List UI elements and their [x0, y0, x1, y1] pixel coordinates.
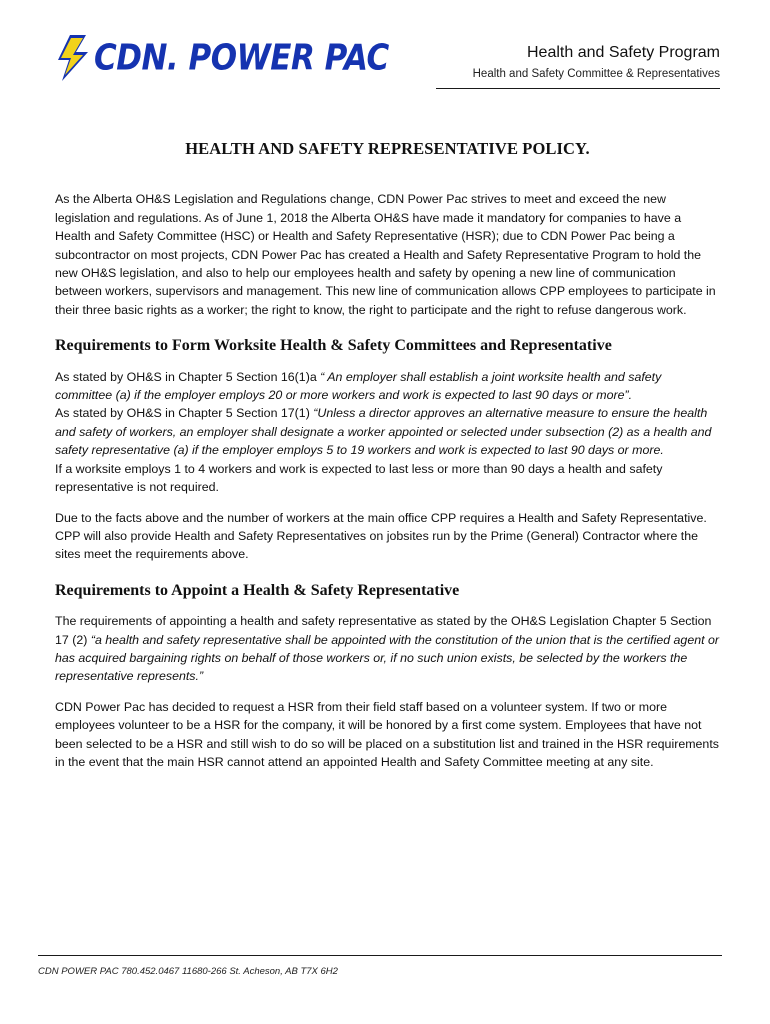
page-footer	[38, 955, 722, 977]
company-logo	[56, 34, 389, 82]
section2-paragraph-2: CDN Power Pac has decided to request a HSR from their field staff based on a volunteer system. If two or more employees volunteer to be a HSR for the company, it will be honored by a first come system. Employees that have not been selected to be a HSR and still wish to do so will be placed on a substitution list and trained in the HSR requirements in the event that the main HSR cannot attend an appointed Health and Safety Committee meeting at any site.	[55, 699, 719, 769]
section-heading-committees: Requirements to Form Worksite Health & Safety Committees and Representative	[55, 337, 612, 355]
document-title: HEALTH AND SAFETY REPRESENTATIVE POLICY.	[185, 139, 590, 158]
page-header	[0, 0, 770, 110]
section1-paragraph-4: Due to the facts above and the number of workers at the main office CPP requires a Health and Safety Representative. CPP will also provide Health and Safety Representatives on jobsites run by the Prime (General) Contractor where the sites meet the requirements above.	[55, 510, 707, 562]
section1-p2-quote: “Unless a director approves an alternative measure to ensure the health and safety of workers, an employer shall designate a worker appointed or selected under subsection (2) as a health and safety representative (a) if the employer employs 5 to 19 workers and work is expected to last 90 days or more.	[55, 406, 712, 458]
header-divider	[436, 88, 720, 89]
header-program-info	[473, 44, 720, 80]
section2-p1-quote: “a health and safety representative shall be appointed with the constitution of the union that is the certified agent or has acquired bargaining rights on behalf of those workers or, if no such union exists, be selected by the workers the representative represents.”	[55, 632, 720, 684]
section2-p1-lead: The requirements of appointing a health and safety representative as stated by the OH&S Legislation Chapter 5 Section 17 (2)	[55, 614, 712, 647]
section1-paragraph-1	[55, 368, 720, 405]
section1-p2-lead: As stated by OH&S in Chapter 5 Section 17(1)	[55, 406, 314, 421]
section1-paragraph-2	[55, 404, 720, 459]
footer-contact: CDN POWER PAC 780.452.0467 11680-266 St. Acheson, AB T7X 6H2	[38, 966, 338, 977]
section1-paragraph-3: If a worksite employs 1 to 4 workers and work is expected to last less or more than 90 days a health and safety representative is not required.	[55, 461, 663, 495]
section2-paragraph-1	[55, 612, 720, 686]
section1-p1-quote: “ An employer shall establish a joint worksite health and safety committee (a) if the employer employs 20 or more workers and work is expected to last 90 days or more”.	[55, 369, 662, 403]
program-title: Health and Safety Program	[527, 44, 720, 61]
intro-paragraph: As the Alberta OH&S Legislation and Regulations change, CDN Power Pac strives to meet and exceed the new legislation and regulations. As of June 1, 2018 the Alberta OH&S have made it mandatory for companies to have a Health and Safety Committee (HSC) or Health and Safety Representative (HSR); due to CDN Power Pac being a subcontractor on most projects, CDN Power Pac has created a Health and Safety Representative Program to hold the new OH&S legislation, and also to help our employees health and safety by opening a new line of communication between workers, supervisors and management. This new line of communication allows CPP employees to participate in their three basic rights as a worker; the right to know, the right to participate and the right to refuse dangerous work.	[55, 192, 716, 317]
lightning-bolt-icon	[56, 34, 90, 82]
footer-divider	[38, 955, 722, 956]
document-body	[55, 140, 720, 771]
section-heading-appoint: Requirements to Appoint a Health & Safety Representative	[55, 581, 460, 599]
program-subtitle: Health and Safety Committee & Representatives	[472, 68, 720, 80]
logo-text: CDN. POWER PAC	[94, 37, 389, 79]
section1-p1-lead: As stated by OH&S in Chapter 5 Section 16(1)a	[55, 369, 321, 384]
